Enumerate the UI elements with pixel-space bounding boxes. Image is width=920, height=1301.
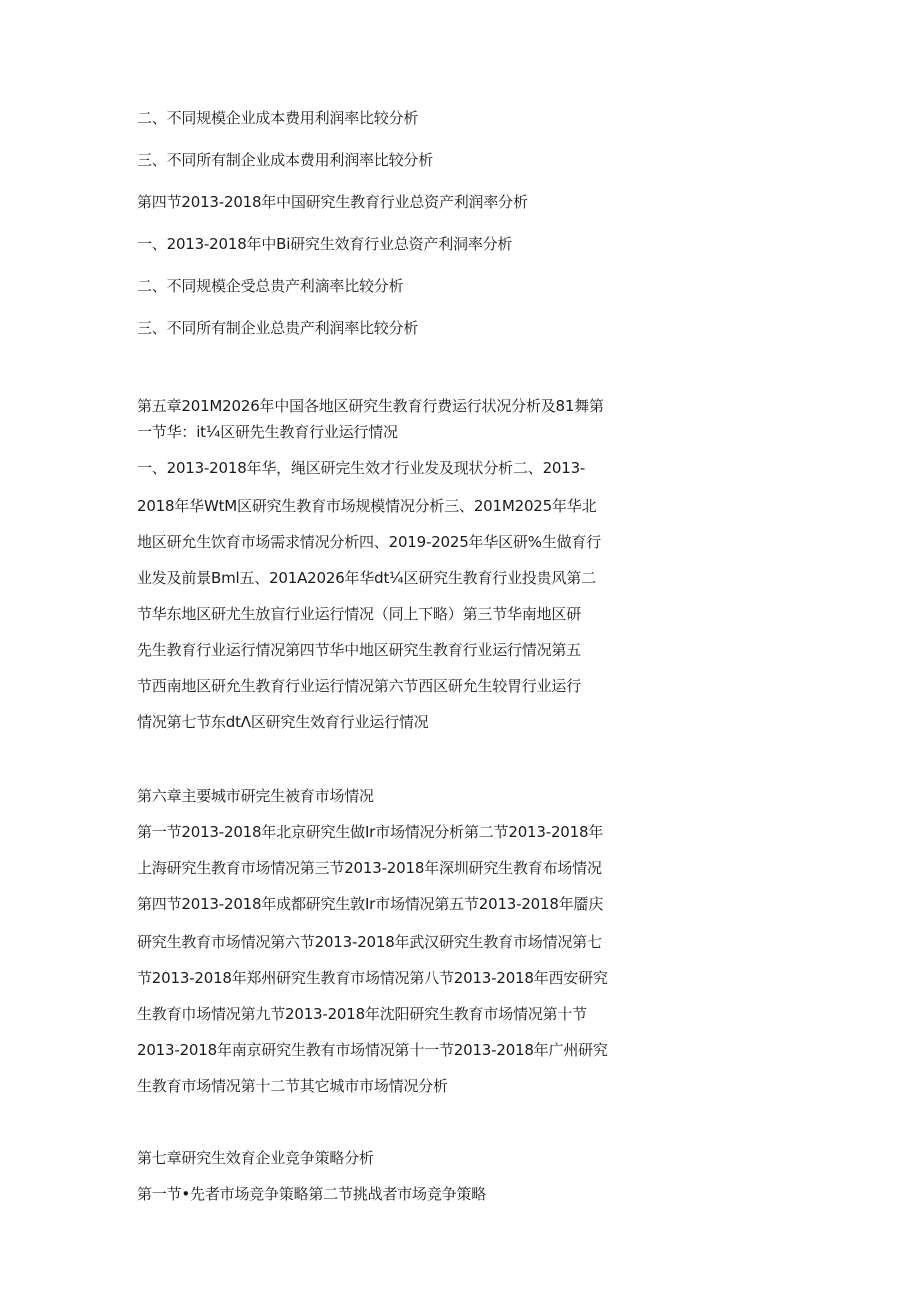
- toc-line: 二、不同规模企受总贵产利滴率比较分析: [137, 277, 404, 295]
- toc-line: 三、不同所有制企业总贵产利润率比较分析: [137, 319, 419, 337]
- chapter5-line: 一、2013-2018年华，绳区研完生效才行业发及现状分析二、2013-: [137, 459, 586, 477]
- chapter6-line: 第四节2013-2018年成都研究生敦Ir市场情况第五节2013-2018年靥庆: [137, 895, 604, 913]
- chapter6-line: 研究生教育市场情况第六节2013-2018年武汉研究生教育市场情况第七: [137, 933, 602, 951]
- toc-line: 一、2013-2018年中Bi研究生效育行业总资产利洞率分析: [137, 235, 513, 253]
- chapter5-line: 先生教育行业运行情况第四节华中地区研究生教育行业运行情况第五: [137, 641, 582, 659]
- toc-line: 三、不同所有制企业成本费用利润率比较分析: [137, 151, 434, 169]
- chapter6-line: 生教育巾场情况第九节2013-2018年沈阳研究生教育市场情况第十节: [137, 1005, 587, 1023]
- chapter5-line: 第五章201M2026年中国各地区研究生教育行费运行状况分析及81舞第: [137, 397, 604, 415]
- chapter6-line: 第一节2013-2018年北京研究生做Ir市场情况分析第二节2013-2018年: [137, 823, 604, 841]
- chapter7-title: 第七章研究生效育企业竞争策略分析: [137, 1149, 374, 1167]
- chapter5-line: 节西南地区研允生教育行业运行情况第六节西区研允生较胃行业运行: [137, 677, 582, 695]
- chapter6-title: 第六章主要城市研完生被育市场情况: [137, 787, 374, 805]
- chapter5-line: 节华东地区研尤生放盲行业运行情况（同上下略）第三节华南地区研: [137, 605, 582, 623]
- chapter5-line: 2018年华WtM区研究生教育市场规模情况分析三、201M2025年华北: [137, 497, 597, 515]
- chapter6-line: 生教育市场情况第十二节其它城市市场情况分析: [137, 1077, 448, 1095]
- chapter6-line: 2013-2018年南京研究生教有市场情况第十一节2013-2018年广州研究: [137, 1041, 608, 1059]
- chapter6-line: 节2013-2018年郑州研究生教育市场情况第八节2013-2018年西安研究: [137, 969, 608, 987]
- chapter6-line: 上海研究生教育市场情况第三节2013-2018年深圳研究生教育布场情况: [137, 859, 602, 877]
- toc-section-heading: 第四节2013-2018年中国研究生教育行业总资产利润率分析: [137, 193, 528, 211]
- chapter5-line: 地区研允生饮育市场需求情况分析四、2019-2025年华区研%生做育行: [137, 533, 602, 551]
- chapter7-line: 第一节•先者市场竞争策略第二节挑战者市场竞争策略: [137, 1185, 487, 1203]
- chapter5-line: 业发及前景Bml五、201A2026年华dt¼区研究生教育行业投贵风第二: [137, 569, 596, 587]
- toc-line: 二、不同规模企业成本费用利润率比较分析: [137, 109, 419, 127]
- chapter5-line: 一节华：it¼区研先生教育行业运行情况: [137, 423, 398, 441]
- chapter5-line: 情况第七节东dtΛ区研究生效育行业运行情况: [137, 713, 429, 731]
